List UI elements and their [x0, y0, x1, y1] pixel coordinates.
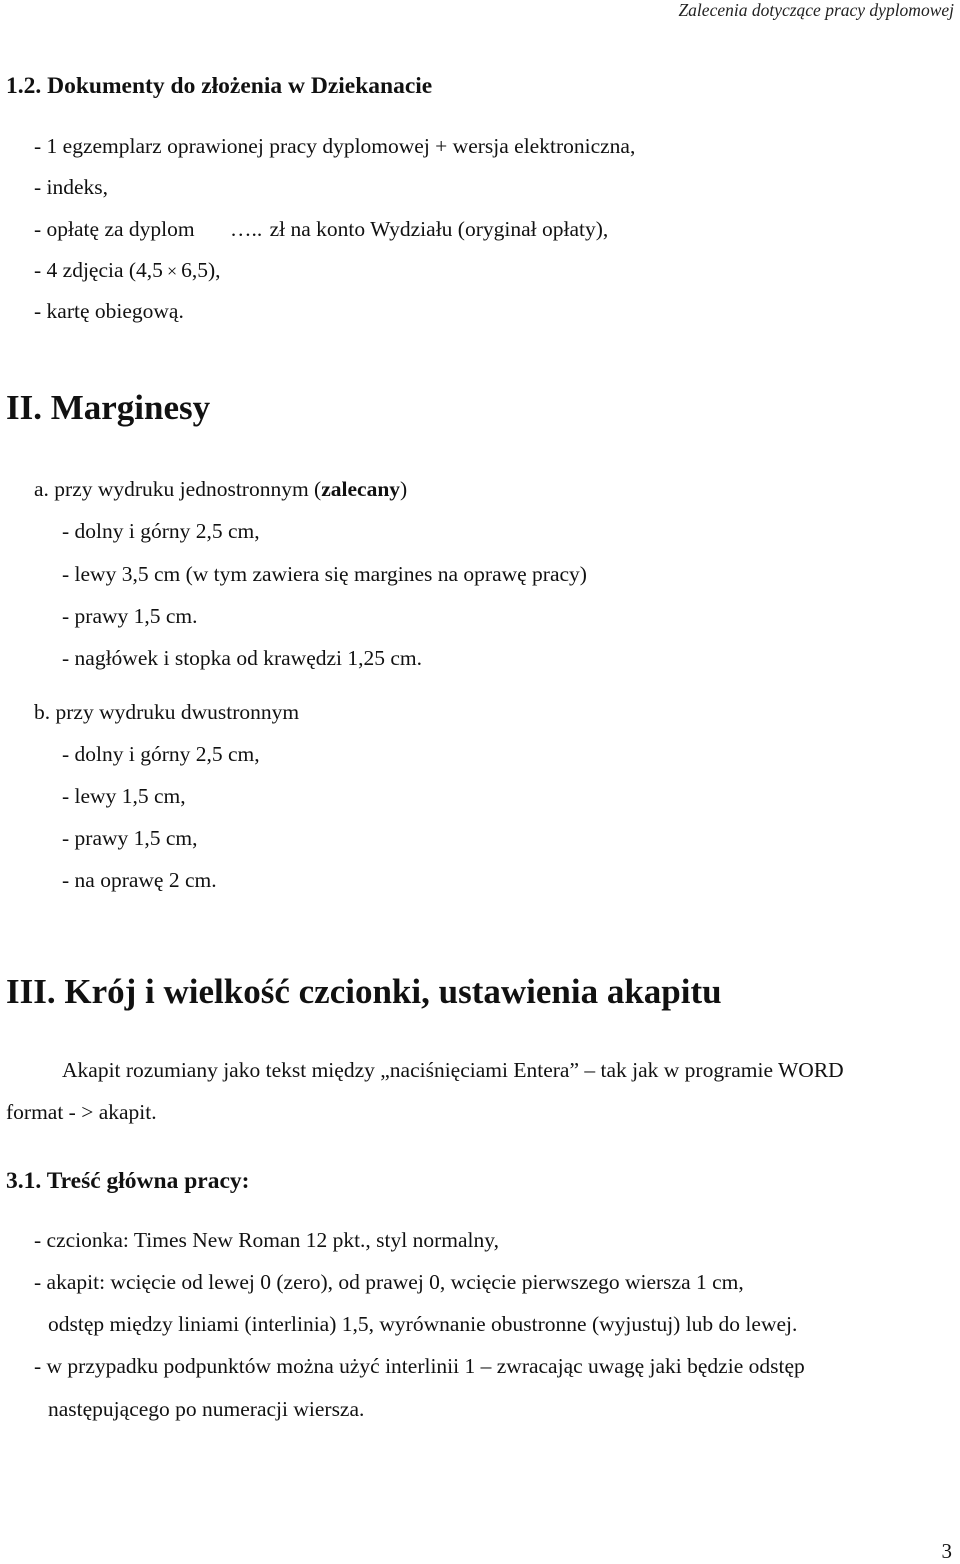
list-item: - prawy 1,5 cm.: [62, 604, 198, 628]
list-item: - w przypadku podpunktów można użyć interlinii 1 – zwracając uwagę jaki będzie odstęp: [34, 1354, 805, 1378]
section-1-2-heading: 1.2. Dokumenty do złożenia w Dziekanacie: [6, 73, 433, 99]
running-header: Zalecenia dotyczące pracy dyplomowej: [678, 0, 954, 20]
margins-a-heading: [34, 476, 407, 502]
times-sign: ×: [166, 261, 178, 281]
list-item: - indeks,: [34, 175, 109, 199]
photos-prefix: - 4 zdjęcia (4,5: [34, 258, 163, 282]
list-item-continuation: odstęp między liniami (interlinia) 1,5, wyrównanie obustronne (wyjustuj) lub do lewej.: [48, 1312, 798, 1336]
section-ii-heading: II. Marginesy: [6, 388, 211, 427]
list-item: - dolny i górny 2,5 cm,: [62, 742, 260, 766]
list-item: - lewy 3,5 cm (w tym zawiera się margines na oprawę pracy): [62, 562, 587, 586]
list-item: - dolny i górny 2,5 cm,: [62, 519, 260, 543]
list-item: - 1 egzemplarz oprawionej pracy dyplomowej + wersja elektroniczna,: [34, 134, 636, 158]
list-item: - nagłówek i stopka od krawędzi 1,25 cm.: [62, 646, 423, 670]
margins-a-prefix: a. przy wydruku jednostronnym (: [34, 477, 322, 501]
paragraph-definition-line-1: Akapit rozumiany jako tekst między „naciśnięciami Entera” – tak jak w programie WORD: [62, 1058, 844, 1082]
section-3-1-heading: 3.1. Treść główna pracy:: [6, 1168, 250, 1194]
list-item: - akapit: wcięcie od lewej 0 (zero), od prawej 0, wcięcie pierwszego wiersza 1 cm,: [34, 1270, 744, 1294]
photos-suffix: 6,5),: [181, 258, 221, 282]
section-iii-heading: III. Krój i wielkość czcionki, ustawienia akapitu: [6, 972, 722, 1011]
fee-suffix: zł na konto Wydziału (oryginał opłaty),: [269, 217, 609, 241]
fee-blank-dots: …..: [229, 217, 263, 241]
list-item: - kartę obiegową.: [34, 299, 184, 323]
list-item: - na oprawę 2 cm.: [62, 868, 217, 892]
fee-prefix: - opłatę za dyplom: [34, 217, 195, 241]
list-item: - lewy 1,5 cm,: [62, 784, 186, 808]
list-item: - czcionka: Times New Roman 12 pkt., styl normalny,: [34, 1228, 499, 1252]
margins-a-recommended: zalecany: [321, 477, 401, 501]
list-item: - prawy 1,5 cm,: [62, 826, 198, 850]
paragraph-definition-line-2: format - > akapit.: [6, 1100, 157, 1124]
list-item-photos: [34, 257, 221, 284]
list-item-fee: [34, 216, 608, 242]
page-number: 3: [941, 1539, 952, 1563]
margins-a-suffix: ): [400, 477, 408, 501]
list-item-continuation: następującego po numeracji wiersza.: [48, 1397, 365, 1421]
margins-b-heading: b. przy wydruku dwustronnym: [34, 700, 300, 724]
